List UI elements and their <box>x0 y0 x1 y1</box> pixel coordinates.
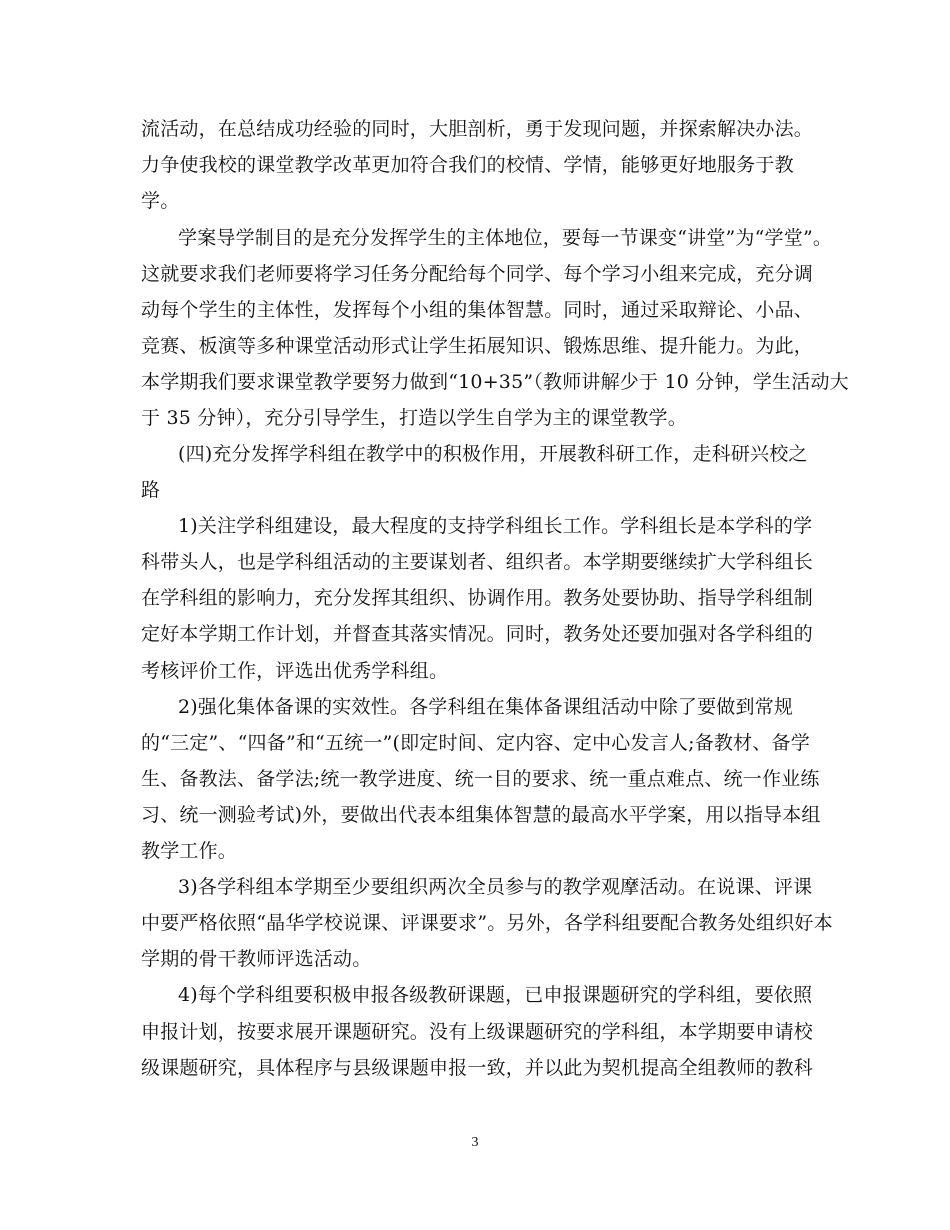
body-text-line: 考核评价工作，评选出优秀学科组。 <box>141 660 449 682</box>
body-text-line: 于 35 分钟），充分引导学生，打造以学生自学为主的课堂教学。 <box>141 407 687 429</box>
body-text-line: 学。 <box>141 190 180 212</box>
body-text-line: 生、备教法、备学法;统一教学进度、统一目的要求、统一重点难点、统一作业练 <box>141 768 820 790</box>
body-text-line: 学案导学制目的是充分发挥学生的主体地位，要每一节课变“讲堂”为“学堂”。 <box>178 227 833 249</box>
body-text-line: 4)每个学科组要积极申报各级教研课题，已申报课题研究的学科组，要依照 <box>178 984 813 1006</box>
section-heading-line: 路 <box>141 479 161 501</box>
body-text-line: 申报计划，按要求展开课题研究。没有上级课题研究的学科组，本学期要申请校 <box>141 1021 814 1043</box>
body-text-line: 3)各学科组本学期至少要组织两次全员参与的教学观摩活动。在说课、评课 <box>178 876 813 898</box>
body-text-line: 级课题研究，具体程序与县级课题申报一致，并以此为契机提高全组教师的教科 <box>141 1057 814 1079</box>
page-number: 3 <box>471 1135 479 1150</box>
section-heading-line: (四)充分发挥学科组在教学中的积极作用，开展教科研工作，走科研兴校之 <box>178 443 808 465</box>
body-text-line: 教学工作。 <box>141 840 238 862</box>
body-text-line: 中要严格依照“晶华学校说课、评课要求”。另外，各学科组要配合教务处组织好本 <box>141 912 833 934</box>
body-text-line: 科带头人，也是学科组活动的主要谋划者、组织者。本学期要继续扩大学科组长 <box>141 551 814 573</box>
body-text-line: 定好本学期工作计划，并督查其落实情况。同时，教务处还要加强对各学科组的 <box>141 623 814 645</box>
body-text-line: 学期的骨干教师评选活动。 <box>141 948 372 970</box>
body-text-line: 流活动，在总结成功经验的同时，大胆剖析，勇于发现问题，并探索解决办法。 <box>141 118 814 140</box>
body-text-line: 这就要求我们老师要将学习任务分配给每个同学、每个学习小组来完成，充分调 <box>141 263 814 285</box>
body-text-line: 的“三定”、“四备”和“五统一”(即定时间、定内容、定中心发言人;备教材、备学 <box>141 732 810 754</box>
body-text-line: 习、统一测验考试)外，要做出代表本组集体智慧的最高水平学案，用以指导本组 <box>141 804 821 826</box>
body-text-line: 在学科组的影响力，充分发挥其组织、协调作用。教务处要协助、指导学科组制 <box>141 587 814 609</box>
body-text-line: 动每个学生的主体性，发挥每个小组的集体智慧。同时，通过采取辩论、小品、 <box>141 299 814 321</box>
body-text-line: 竞赛、板演等多种课堂活动形式让学生拓展知识、锻炼思维、提升能力。为此， <box>141 335 814 357</box>
body-text-line: 2)强化集体备课的实效性。各学科组在集体备课组活动中除了要做到常规 <box>178 696 794 718</box>
body-text-line: 本学期我们要求课堂教学要努力做到“10+35”（教师讲解少于 10 分钟，学生活动大 <box>141 371 849 393</box>
body-text-line: 1)关注学科组建设，最大程度的支持学科组长工作。学科组长是本学科的学 <box>178 515 813 537</box>
body-text-line: 力争使我校的课堂教学改革更加符合我们的校情、学情，能够更好地服务于教 <box>141 154 794 176</box>
